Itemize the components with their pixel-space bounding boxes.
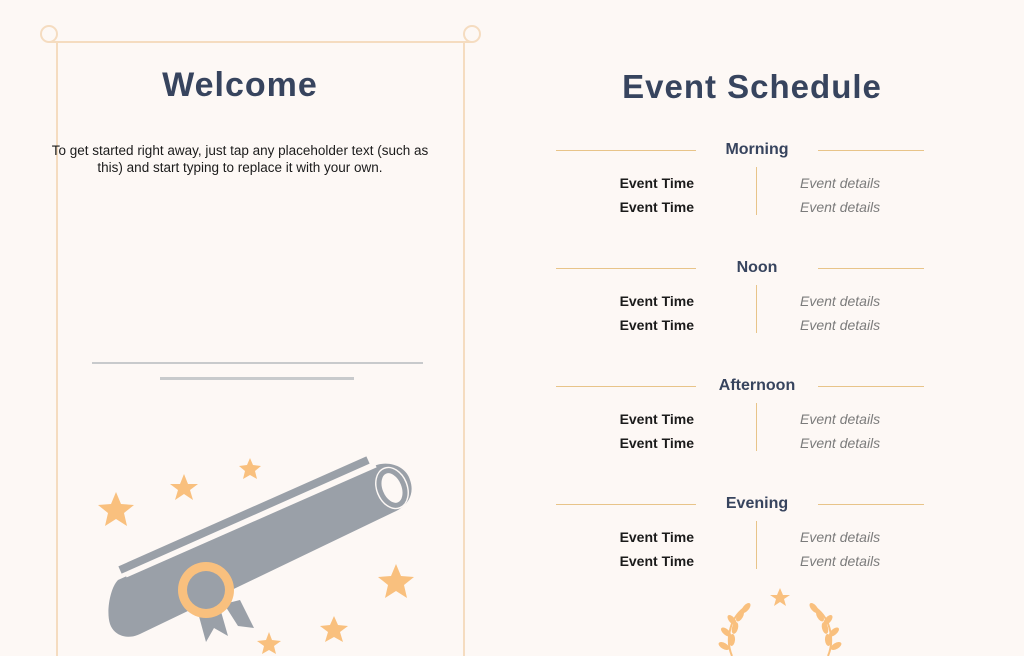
schedule-section-evening	[556, 495, 924, 577]
event-details[interactable]: Event details	[800, 411, 881, 427]
header-rule-right	[818, 150, 924, 151]
star-icon	[770, 588, 790, 606]
header-rule-left	[556, 504, 696, 505]
event-time[interactable]: Event Time	[619, 199, 694, 215]
schedule-row	[556, 435, 924, 455]
event-details[interactable]: Event details	[800, 435, 881, 451]
event-details[interactable]: Event details	[800, 199, 881, 215]
schedule-row	[556, 175, 924, 195]
event-details[interactable]: Event details	[800, 553, 881, 569]
welcome-body-text[interactable]: To get started right away, just tap any placeholder text (such as this) and start typing to replace it with your own.	[51, 143, 429, 175]
event-time[interactable]: Event Time	[619, 411, 694, 427]
schedule-row	[556, 293, 924, 313]
divider-long	[92, 362, 423, 364]
diploma-scroll-icon	[108, 460, 415, 637]
event-time[interactable]: Event Time	[619, 317, 694, 333]
schedule-section-morning	[556, 141, 924, 223]
section-label[interactable]: Morning	[725, 141, 789, 158]
event-time[interactable]: Event Time	[619, 175, 694, 191]
section-rows	[556, 293, 924, 341]
schedule-row	[556, 553, 924, 573]
section-label[interactable]: Evening	[725, 495, 789, 512]
schedule-row	[556, 529, 924, 549]
event-time[interactable]: Event Time	[619, 529, 694, 545]
schedule-section-noon	[556, 259, 924, 341]
section-header	[556, 495, 924, 515]
event-details[interactable]: Event details	[800, 175, 881, 191]
section-label[interactable]: Afternoon	[718, 377, 796, 394]
header-rule-left	[556, 386, 696, 387]
section-rows	[556, 529, 924, 577]
laurel-wreath-icon	[718, 586, 842, 656]
diploma-illustration	[88, 448, 418, 656]
section-header	[556, 259, 924, 279]
schedule-section-afternoon	[556, 377, 924, 459]
header-rule-left	[556, 268, 696, 269]
section-label[interactable]: Noon	[736, 259, 778, 276]
header-rule-right	[818, 386, 924, 387]
divider-short	[160, 377, 354, 380]
header-rule-right	[818, 268, 924, 269]
event-time[interactable]: Event Time	[619, 435, 694, 451]
event-time[interactable]: Event Time	[619, 553, 694, 569]
welcome-title[interactable]: Welcome	[162, 66, 318, 104]
section-rows	[556, 411, 924, 459]
schedule-row	[556, 411, 924, 431]
schedule-row	[556, 317, 924, 337]
schedule-row	[556, 199, 924, 219]
event-details[interactable]: Event details	[800, 317, 881, 333]
section-header	[556, 377, 924, 397]
event-time[interactable]: Event Time	[619, 293, 694, 309]
schedule-title[interactable]: Event Schedule	[622, 68, 882, 105]
section-rows	[556, 175, 924, 223]
event-details[interactable]: Event details	[800, 293, 881, 309]
header-rule-right	[818, 504, 924, 505]
section-header	[556, 141, 924, 161]
event-details[interactable]: Event details	[800, 529, 881, 545]
header-rule-left	[556, 150, 696, 151]
